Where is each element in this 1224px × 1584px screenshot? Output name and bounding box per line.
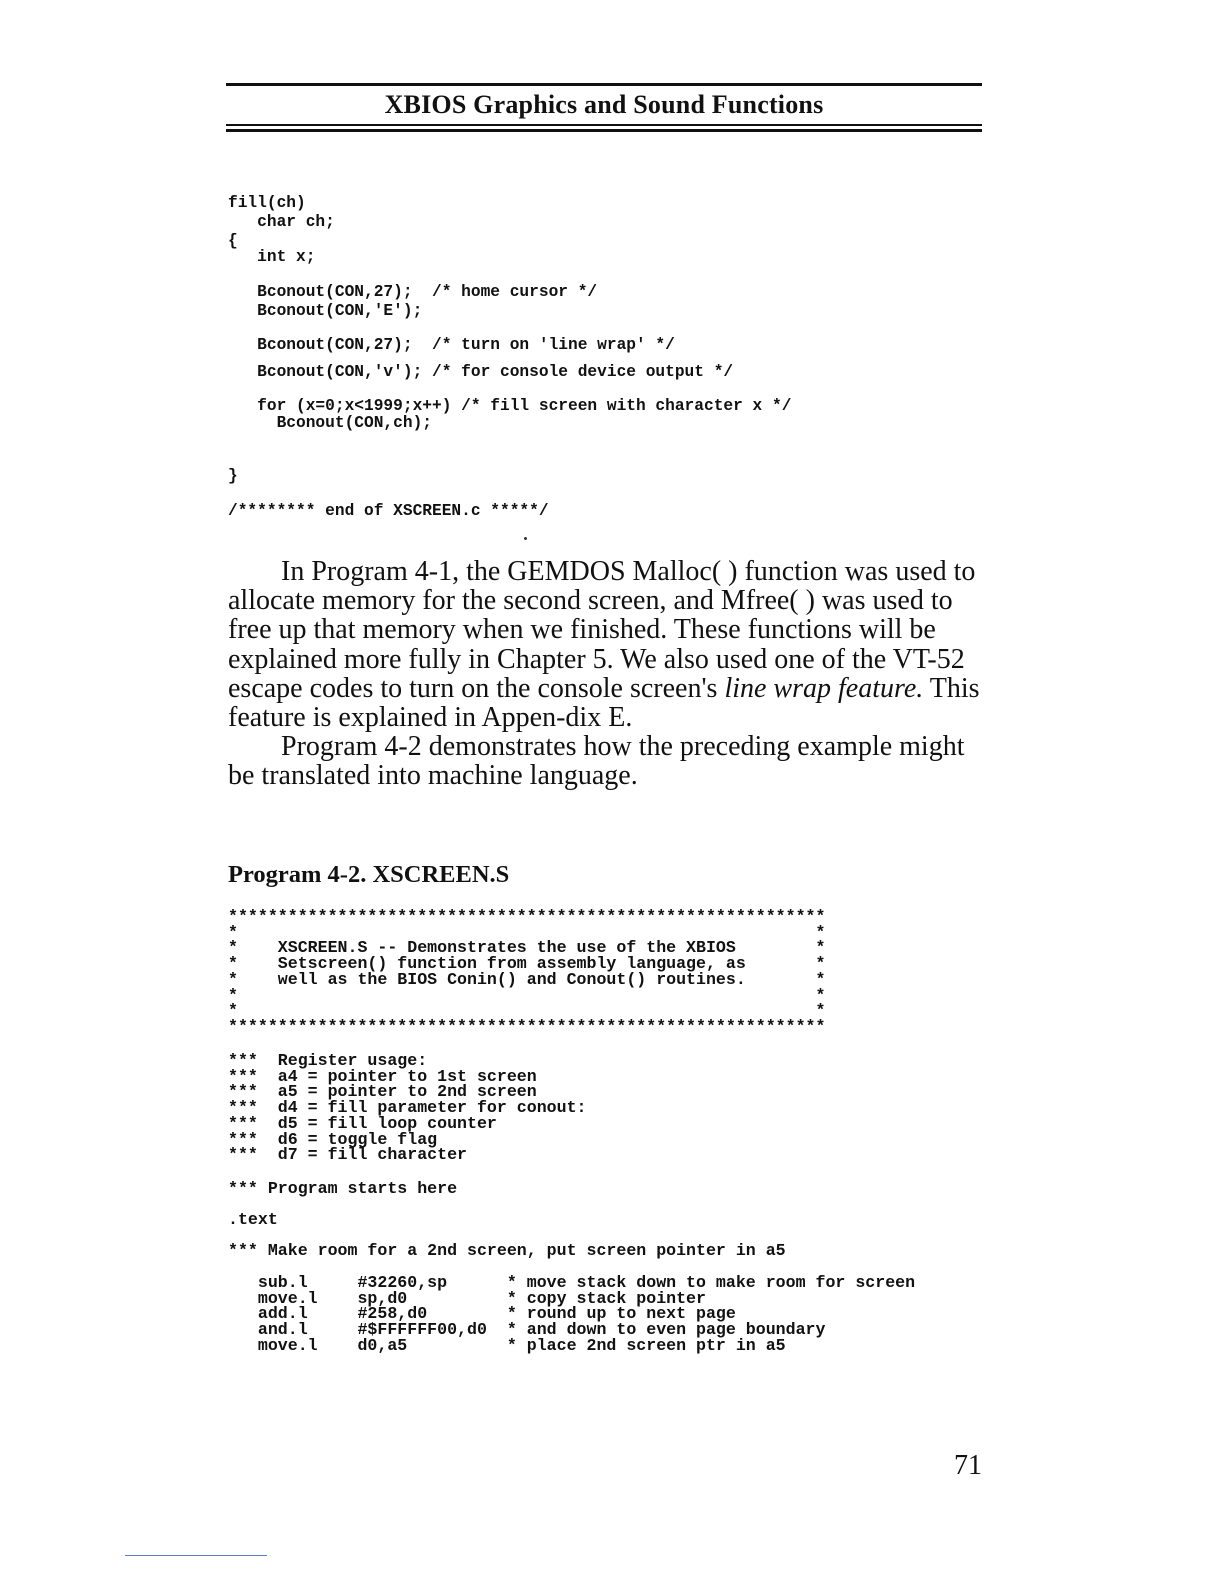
- code-line: int x;: [228, 248, 316, 266]
- code-line: Bconout(CON,27); /* turn on 'line wrap' */: [228, 336, 675, 354]
- emphasis: line wrap feature.: [724, 672, 924, 704]
- code-line: Bconout(CON,27); /* home cursor */: [228, 283, 598, 301]
- footer-rule: [125, 1555, 267, 1556]
- header-rule-bottom-thick: [226, 129, 982, 132]
- header-rule-bottom: [226, 124, 982, 126]
- program-title: Program 4-2. XSCREEN.S: [228, 861, 510, 888]
- code-line: *** Program starts here: [228, 1179, 458, 1198]
- body-text: [228, 557, 984, 791]
- paragraph: Program 4-2 demonstrates how the preceding example might be translated into machine language.: [228, 731, 965, 792]
- code-line: fill(ch): [228, 194, 306, 212]
- code-line: Bconout(CON,'v'); /* for console device output */: [228, 363, 734, 381]
- header-rule-top: [226, 83, 982, 86]
- code-line: Bconout(CON,ch);: [228, 414, 432, 432]
- code-line: {: [228, 232, 238, 250]
- code-line: .text: [228, 1210, 278, 1229]
- register-usage-comment: *** Register usage: *** a4 = pointer to 1st screen *** a5 = pointer to 2nd screen *** d4 = fill parameter for conout: *** d5 = fill loop counter *** d6 = toggle flag *** d7 = fill character: [228, 1051, 587, 1165]
- code-line: /******** end of XSCREEN.c *****/: [228, 502, 549, 520]
- code-line: *** Make room for a 2nd screen, put screen pointer in a5: [228, 1241, 786, 1260]
- page-number: 71: [954, 1450, 982, 1481]
- banner-comment: ************************************************************ * * * XSCREEN.S -- Demonstrates the use of the XBIOS * * Setscreen() function from assembly language, as * * well as the BIOS Conin() and Conout() routines. * * * * * ************************************************************: [228, 907, 826, 1036]
- code-line: Bconout(CON,'E');: [228, 302, 423, 320]
- code-line: }: [228, 467, 238, 485]
- code-line: char ch;: [228, 213, 335, 231]
- paragraph: In Program 4-1, the GEMDOS Malloc( ) function was used to allocate memory for the second screen, and Mfree( ) was used to free up that memory when we finished. These functions will be explained more fully in Chapter 5. We also used one of the VT-52 escape codes to turn on the console screen's line wrap feature. This feature is explained in Appen-dix E.: [228, 556, 980, 734]
- instruction-block: sub.l #32260,sp * move stack down to make room for screen move.l sp,d0 * copy stack pointer add.l #258,d0 * round up to next page and.l #$FFFFFF00,d0 * and down to even page boundary move.l d0,a5 * place 2nd screen ptr in a5: [228, 1273, 916, 1355]
- code-line: for (x=0;x<1999;x++) /* fill screen with character x */: [228, 397, 792, 415]
- running-header: XBIOS Graphics and Sound Functions: [384, 90, 824, 119]
- print-speck: [524, 537, 527, 540]
